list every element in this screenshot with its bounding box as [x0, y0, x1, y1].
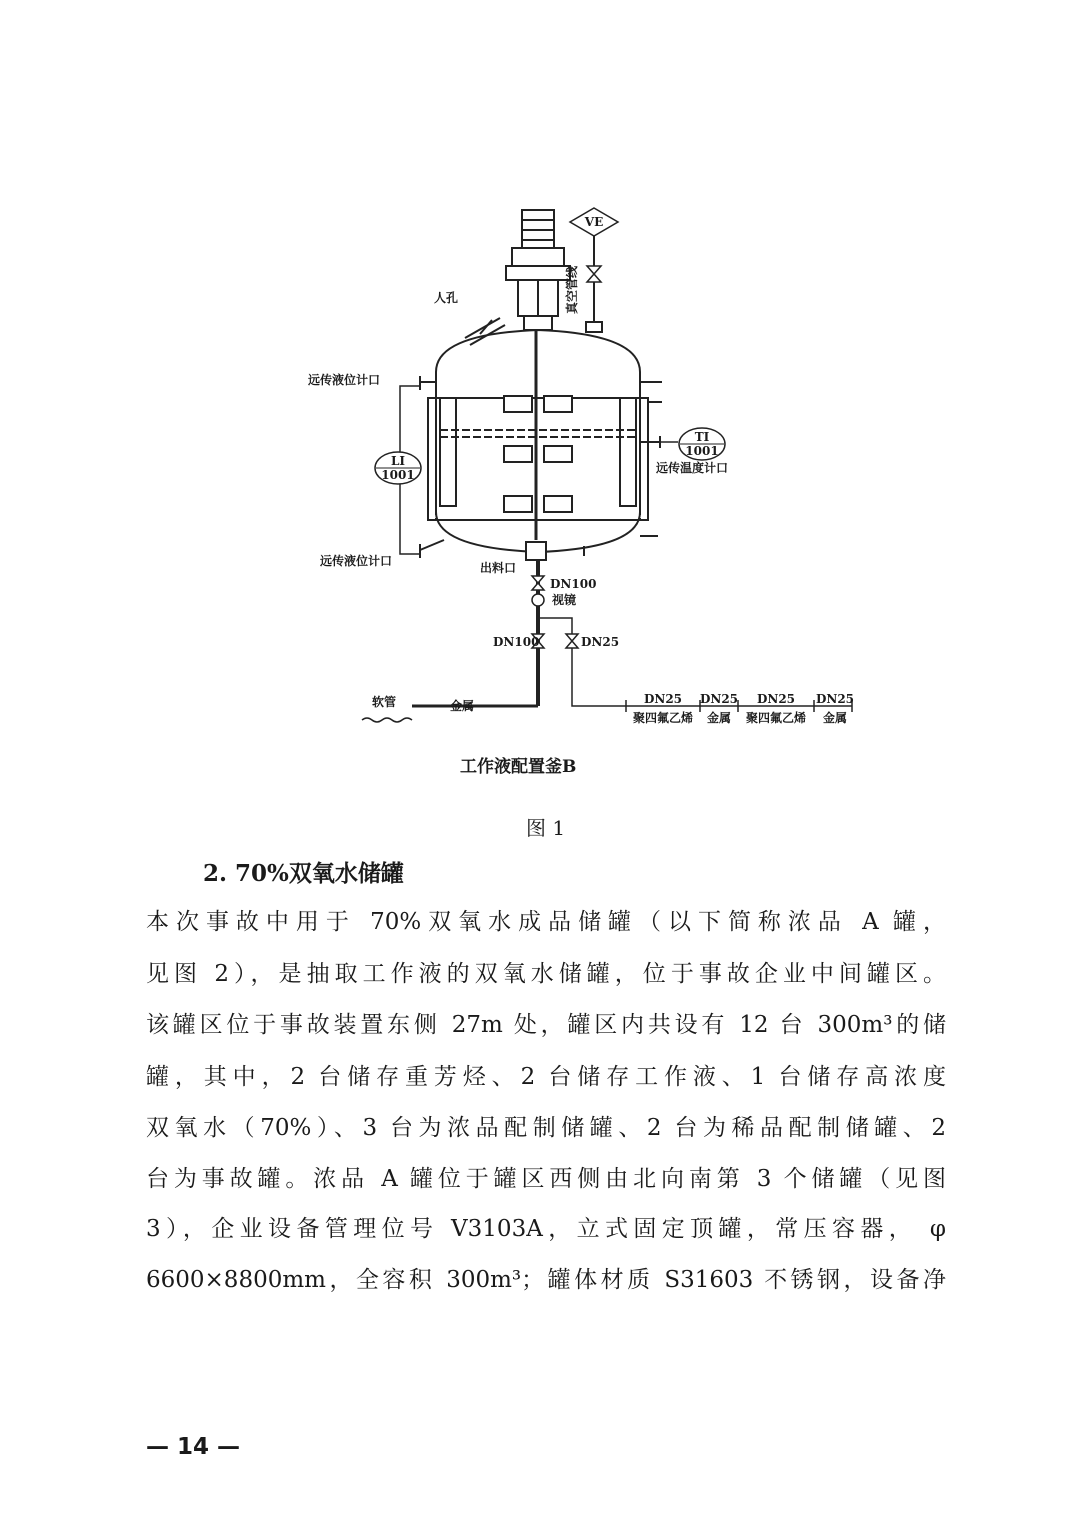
paragraph-line: 台为事故罐。浓品 A 罐位于罐区西侧由北向南第 3 个储罐（见图	[146, 1166, 946, 1192]
pipe-material-3: 聚四氟乙烯	[745, 711, 807, 725]
dn25-valve-label: DN25	[581, 635, 620, 649]
pipe-material-4: 金属	[822, 711, 848, 725]
paragraph-line: 本次事故中用于 70%双氧水成品储罐（以下简称浓品 A 罐，	[146, 909, 946, 935]
outlet-label: 出料口	[480, 561, 517, 575]
paragraph-line: 罐，其中，2 台储存重芳烃、2 台储存工作液、1 台储存高浓度	[146, 1064, 946, 1090]
ve-label: VE	[584, 215, 604, 229]
li-tag-label: LI	[390, 454, 406, 468]
pipe-size-3: DN25	[756, 692, 796, 706]
pipe-size-2: DN25	[699, 692, 739, 706]
section-heading: 2. 70%双氧水储罐	[203, 860, 404, 887]
pipe-material-1: 聚四氟乙烯	[632, 711, 694, 725]
page-number: — 14 —	[146, 1434, 241, 1460]
pipe-material-2: 金属	[706, 711, 732, 725]
pipe-size-4: DN25	[815, 692, 855, 706]
paragraph-line: 见图 2），是抽取工作液的双氧水储罐，位于事故企业中间罐区。	[146, 961, 946, 987]
paragraph-line: 双氧水（70%）、3 台为浓品配制储罐、2 台为稀品配制储罐、2	[146, 1115, 946, 1141]
ti-tag-label: TI	[694, 430, 710, 444]
paragraph-line: 该罐区位于事故装置东侧 27m 处，罐区内共设有 12 台 300m³的储	[146, 1012, 946, 1038]
figure-caption: 图 1	[526, 816, 566, 840]
remote-level-port-bottom-label: 远传液位计口	[320, 554, 393, 568]
sight-glass-label: 视镜	[552, 593, 577, 607]
paragraph-line: 6600×8800mm，全容积 300m³；罐体材质 S31603 不锈钢，设备净	[146, 1267, 946, 1293]
pipe-size-1: DN25	[643, 692, 683, 706]
remote-temp-port-label: 远传温度计口	[656, 461, 729, 475]
remote-level-port-top-label: 远传液位计口	[308, 373, 381, 387]
paragraph-line: 3），企业设备管理位号 V3103A，立式固定顶罐，常压容器， φ	[146, 1216, 946, 1242]
ti-num-label: 1001	[685, 444, 719, 458]
metal-label: 金属	[450, 699, 475, 713]
manhole-label: 人孔	[434, 291, 459, 305]
hose-label: 软管	[372, 695, 397, 709]
diagram-title: 工作液配置釜B	[460, 757, 577, 777]
li-num-label: 1001	[381, 468, 415, 482]
dn100-valve-label: DN100	[550, 577, 597, 591]
dn100-main-valve-label: DN100	[493, 635, 540, 649]
vacuum-line-label: 真空管线	[565, 265, 579, 314]
